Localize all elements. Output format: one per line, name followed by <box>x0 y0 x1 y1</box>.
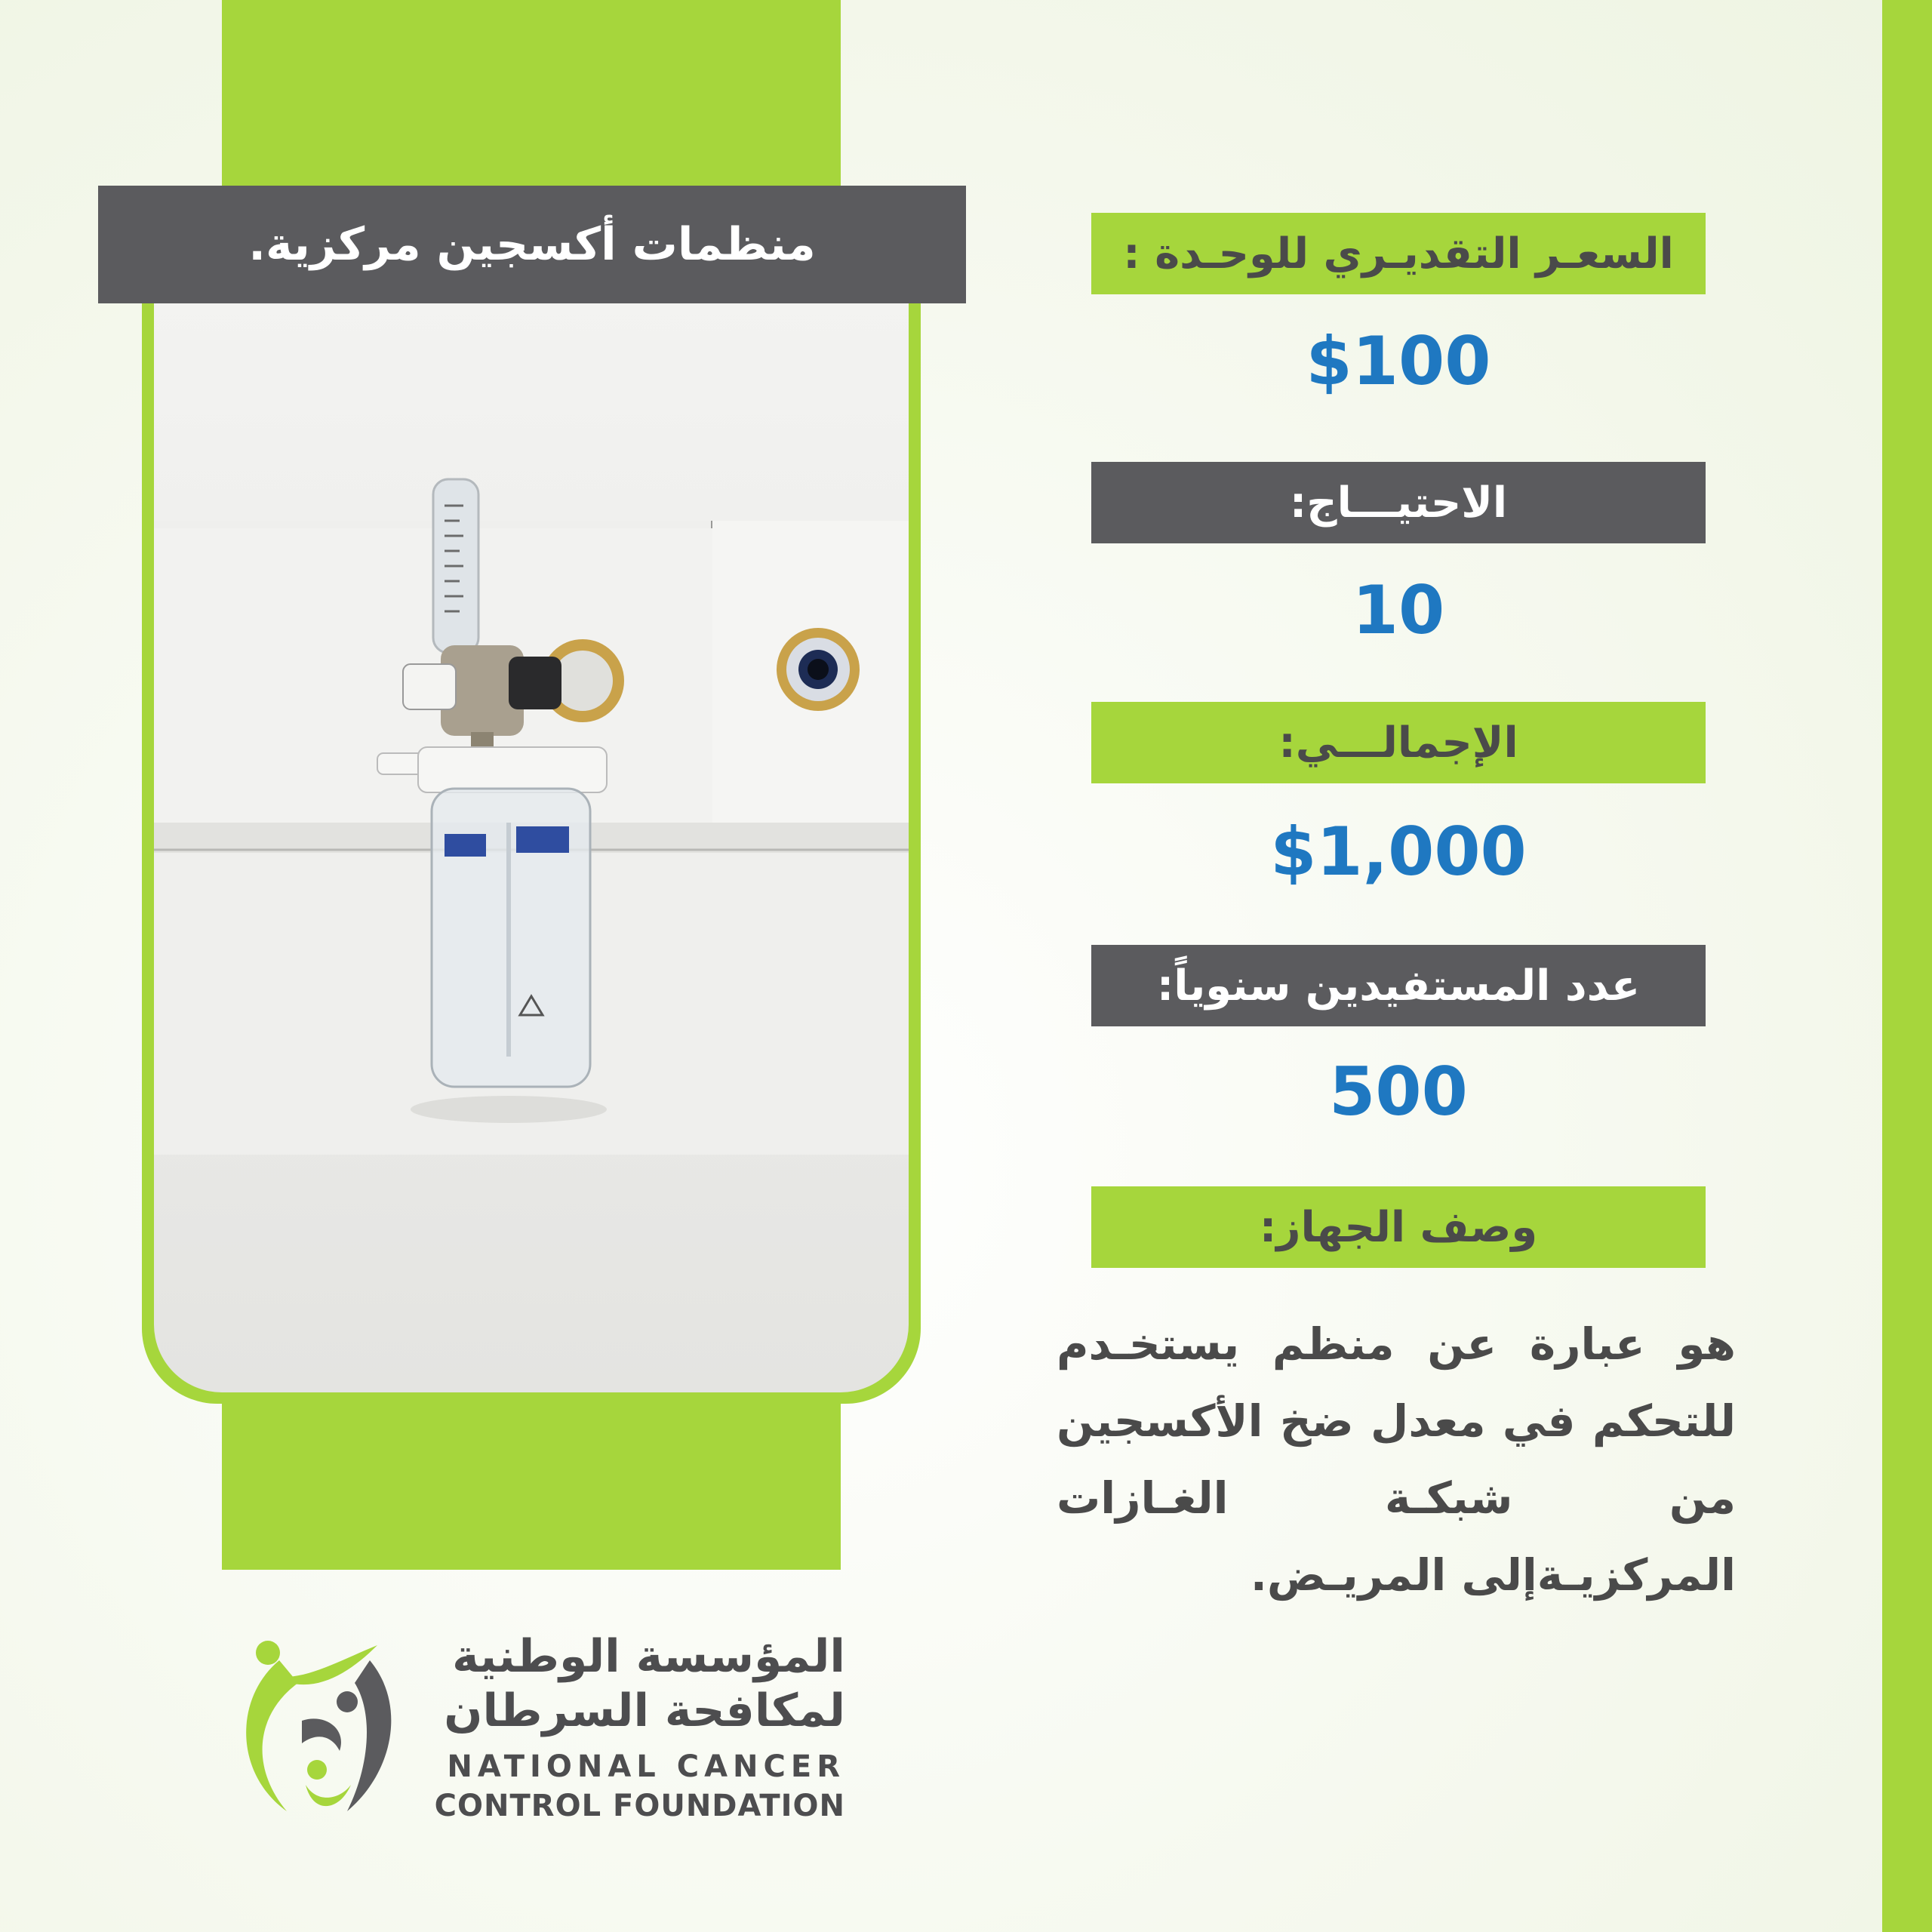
logo-arabic-line1: المؤسسة الوطنية <box>452 1630 845 1683</box>
page-title: منظمات أكسجين مركزية. <box>248 218 816 271</box>
oxygen-regulator-photo <box>154 294 909 1392</box>
logo-english-line1: NATIONAL CANCER <box>447 1749 845 1784</box>
logo-arabic-line2: لمكافحة السرطان <box>444 1684 845 1737</box>
oxygen-regulator-illustration <box>154 294 909 1392</box>
unit-price-value: $100 <box>1306 321 1491 400</box>
foundation-logo <box>226 1630 845 1826</box>
total-label: الإجمالـــي: <box>1091 702 1706 783</box>
beneficiaries-value: 500 <box>1329 1052 1468 1131</box>
unit-price-label: السعـر التقديـري للوحـدة : <box>1091 213 1706 294</box>
right-green-band <box>1882 0 1932 1932</box>
title-bar <box>98 186 966 303</box>
total-value: $1,000 <box>1270 812 1527 891</box>
beneficiaries-label: عدد المستفيدين سنوياً: <box>1091 945 1706 1026</box>
description-text: هو عبارة عن منظم يستخـدم للتحكم في معدل ضخ الأكسجين من شبكـة الغـازات المركزيـةإلى المريـض. <box>1057 1318 1736 1601</box>
logo-mark-icon <box>226 1630 400 1819</box>
description-label: وصف الجهاز: <box>1091 1186 1706 1268</box>
logo-english-line2: CONTROL FOUNDATION <box>434 1789 845 1823</box>
need-label: الاحتيـــاج: <box>1091 462 1706 543</box>
need-value: 10 <box>1352 571 1445 649</box>
